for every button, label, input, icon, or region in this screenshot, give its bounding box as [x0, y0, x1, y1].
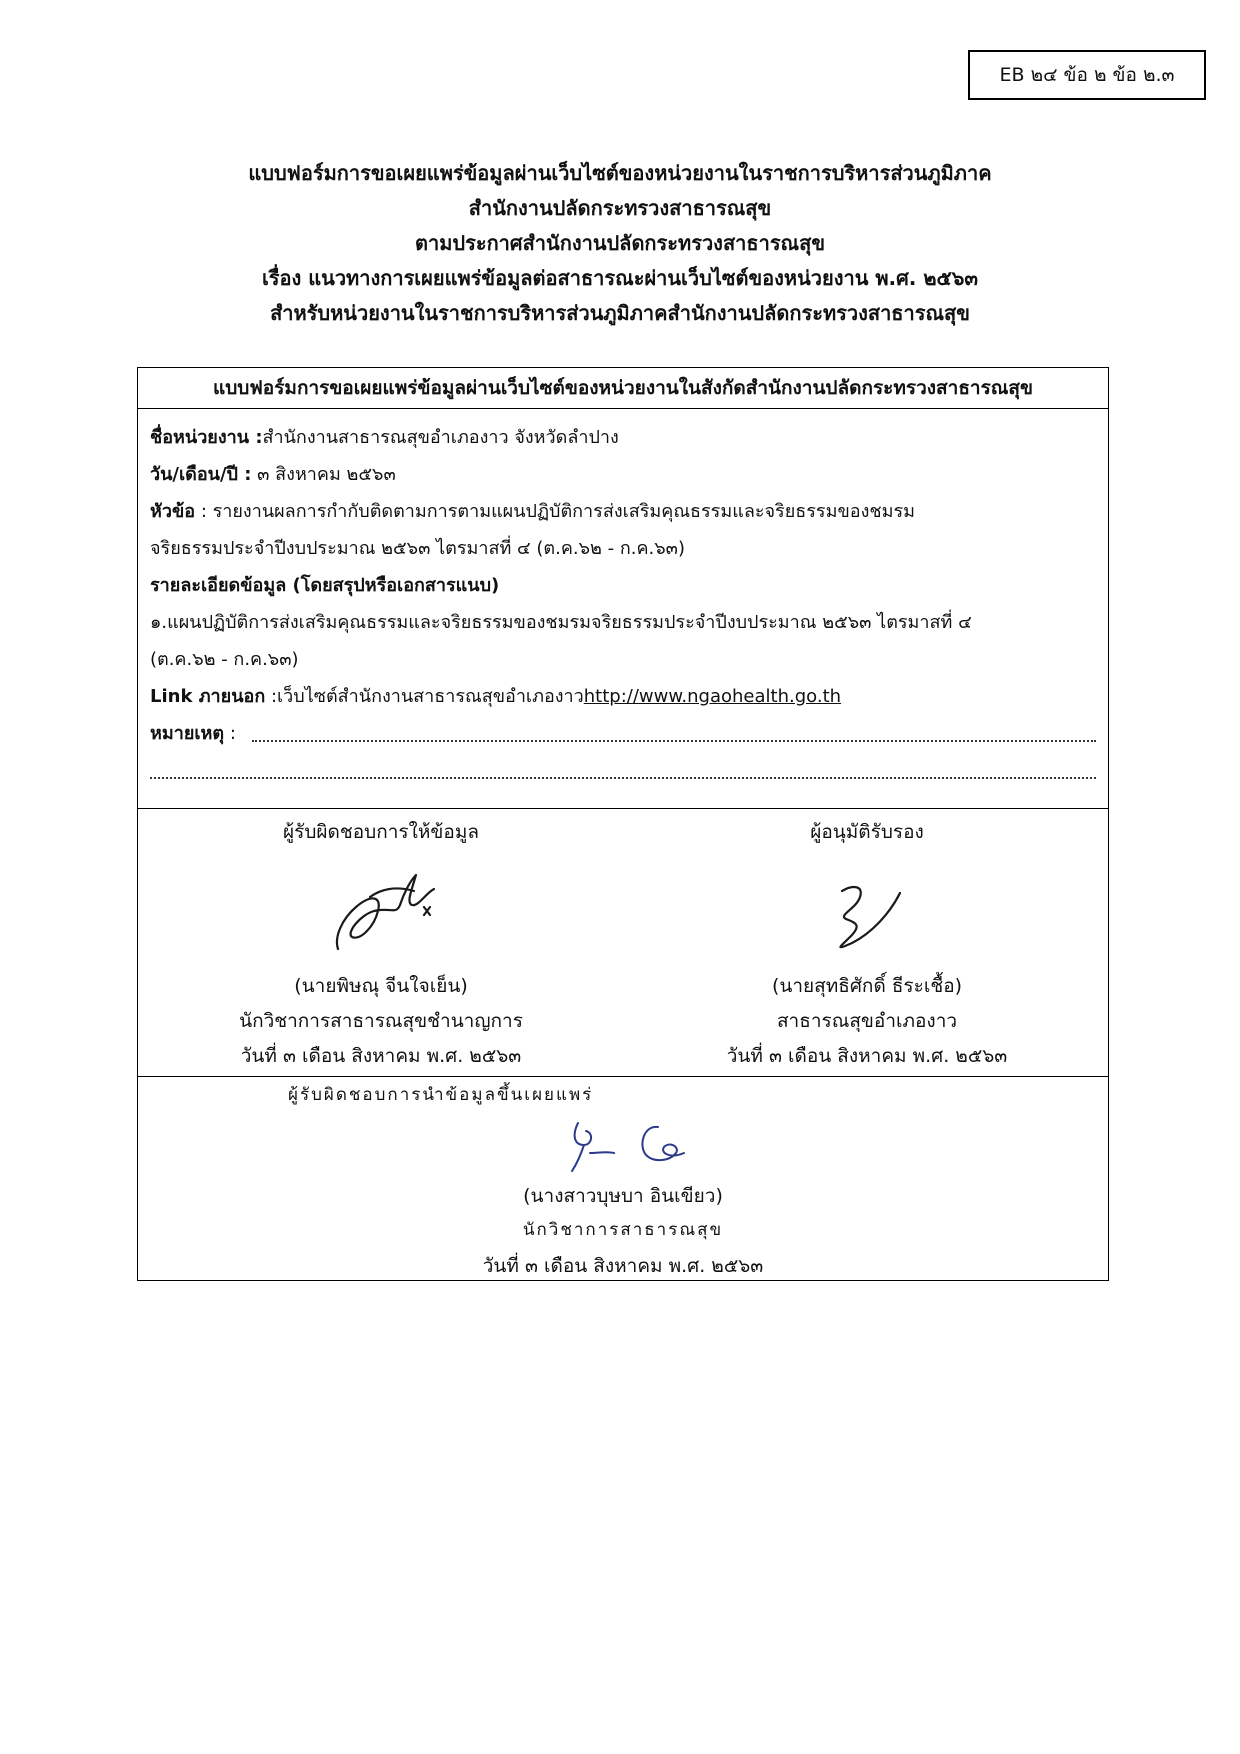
agency-label: ชื่อหน่วยงาน : [150, 427, 263, 448]
approver-role: ผู้อนุมัติรับรอง [810, 821, 924, 843]
approver-name: (นายสุทธิศักดิ์ ธีระเชื้อ) [771, 975, 963, 997]
subject-line-2: จริยธรรมประจำปีงบประมาณ ๒๕๖๓ ไตรมาสที่ ๔ (ต.ค.๖๒ - ก.ค.๖๓) [150, 538, 685, 559]
approver-position: สาธารณสุขอำเภองาว [776, 1010, 958, 1032]
agency-row [150, 419, 1096, 456]
responsible-role: ผู้รับผิดชอบการให้ข้อมูล [283, 821, 479, 843]
responsible-name: (นายพิษณุ จีนใจเย็น) [294, 975, 468, 997]
remark-separator: : [224, 723, 236, 744]
publisher-signature [558, 1115, 708, 1175]
form-details-section [138, 409, 1108, 809]
details-line-1: ๑.แผนปฏิบัติการส่งเสริมคุณธรรมและจริยธรรมของชมรมจริยธรรมประจำปีงบประมาณ ๒๕๖๓ ไตรมาสที่ ๔ [150, 612, 972, 633]
link-text: :เว็บไซต์สำนักงานสาธารณสุขอำเภองาว [265, 686, 584, 707]
link-row [150, 678, 1096, 715]
responsible-position: นักวิชาการสาธารณสุขชำนาญการ [239, 1010, 523, 1032]
publisher-date: วันที่ ๓ เดือน สิงหาคม พ.ศ. ๒๕๖๓ [482, 1255, 764, 1277]
details-line-2: (ต.ค.๖๒ - ก.ค.๖๓) [150, 649, 299, 670]
website-link[interactable]: http://www.ngaohealth.go.th [583, 686, 842, 707]
responsible-signature [138, 867, 624, 957]
reference-code-box [968, 50, 1206, 100]
publisher-name: (นางสาวบุษบา อินเขียว) [523, 1185, 723, 1207]
subject-line-1: : รายงานผลการกำกับติดตามการตามแผนปฏิบัติการส่งเสริมคุณธรรมและจริยธรรมของชมรม [195, 501, 915, 522]
remark-row-continued [150, 752, 1096, 789]
heading-line-5: สำหรับหน่วยงานในราชการบริหารส่วนภูมิภาคสำนักงานปลัดกระทรวงสาธารณสุข [270, 301, 970, 325]
link-label: Link ภายนอก [150, 686, 266, 707]
date-label: วัน/เดือน/ปี : [150, 464, 252, 485]
form-title: แบบฟอร์มการขอเผยแพร่ข้อมูลผ่านเว็บไซต์ของหน่วยงานในสังกัดสำนักงานปลัดกระทรวงสาธารณสุข [138, 368, 1108, 409]
approver-signature [624, 867, 1110, 957]
date-value: ๓ สิงหาคม ๒๕๖๓ [251, 464, 396, 485]
reference-code: EB ๒๔ ข้อ ๒ ข้อ ๒.๓ [999, 64, 1175, 86]
publisher-section [138, 1077, 1108, 1277]
date-row [150, 456, 1096, 493]
publisher-position: นักวิชาการสาธารณสุข [522, 1220, 724, 1240]
publisher-role: ผู้รับผิดชอบการนำข้อมูลขึ้นเผยแพร่ [288, 1085, 594, 1105]
document-heading [120, 156, 1120, 331]
approver-date: วันที่ ๓ เดือน สิงหาคม พ.ศ. ๒๕๖๓ [726, 1045, 1008, 1067]
subject-row-continued [150, 530, 1096, 567]
responsible-date: วันที่ ๓ เดือน สิงหาคม พ.ศ. ๒๕๖๓ [240, 1045, 522, 1067]
heading-line-1: แบบฟอร์มการขอเผยแพร่ข้อมูลผ่านเว็บไซต์ของหน่วยงานในราชการบริหารส่วนภูมิภาค [248, 161, 992, 185]
subject-row [150, 493, 1096, 530]
heading-line-4: เรื่อง แนวทางการเผยแพร่ข้อมูลต่อสาธารณะผ่านเว็บไซต์ของหน่วยงาน พ.ศ. ๒๕๖๓ [261, 266, 979, 290]
agency-value: สำนักงานสาธารณสุขอำเภองาว จังหวัดลำปาง [262, 427, 619, 448]
details-label-row [150, 567, 1096, 604]
details-row [150, 604, 1096, 641]
publication-request-form [137, 367, 1109, 1281]
remark-dotted-line-2 [150, 777, 1096, 779]
details-row-continued [150, 641, 1096, 678]
remark-dotted-line [252, 740, 1096, 742]
heading-line-3: ตามประกาศสำนักงานปลัดกระทรวงสาธารณสุข [414, 231, 825, 255]
approval-section [138, 809, 1108, 1077]
heading-line-2: สำนักงานปลัดกระทรวงสาธารณสุข [468, 196, 772, 220]
subject-label: หัวข้อ [150, 501, 196, 522]
remark-row [150, 715, 1096, 752]
details-label: รายละเอียดข้อมูล (โดยสรุปหรือเอกสารแนบ) [150, 575, 500, 596]
remark-label: หมายเหตุ [150, 723, 225, 744]
